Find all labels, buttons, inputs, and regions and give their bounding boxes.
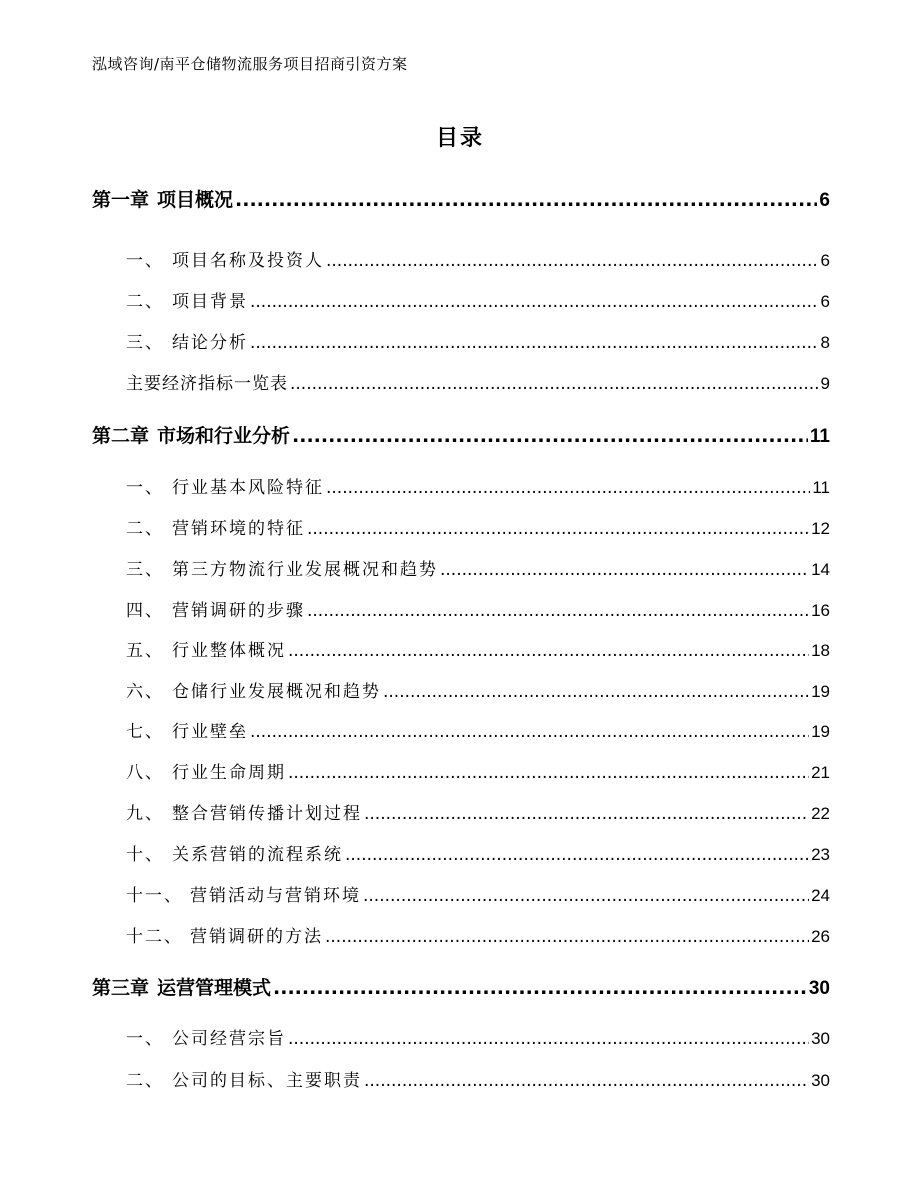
toc-page-number: 14 (811, 560, 830, 579)
toc-dot-leader (250, 292, 819, 312)
toc-section-entry[interactable] (126, 677, 830, 703)
toc-page-number: 19 (811, 682, 830, 701)
toc-entry-number: 四、 (126, 601, 164, 621)
toc-entry-number: 第二章 (92, 425, 150, 447)
toc-entry-number: 七、 (126, 722, 164, 742)
toc-dot-leader (383, 682, 809, 702)
toc-dot-leader (288, 641, 809, 661)
toc-section-entry[interactable] (126, 246, 830, 272)
toc-section-entry[interactable] (126, 840, 830, 866)
toc-section-entry[interactable] (126, 596, 830, 622)
toc-dot-leader (250, 333, 819, 353)
toc-section-entry[interactable] (126, 717, 830, 743)
toc-entry-label: 营销调研的步骤 (172, 601, 305, 621)
toc-dot-leader (288, 763, 809, 783)
toc-page-number: 30 (811, 1071, 830, 1090)
toc-page-number: 23 (811, 845, 830, 864)
toc-entry-number: 九、 (126, 804, 164, 824)
toc-page-number: 6 (820, 292, 830, 311)
toc-entry-number: 二、 (126, 292, 164, 312)
toc-page-number: 11 (809, 426, 830, 447)
toc-section-entry[interactable] (126, 799, 830, 825)
toc-entry-label: 结论分析 (172, 333, 248, 353)
toc-section-entry[interactable] (126, 287, 830, 313)
toc-dot-leader (345, 845, 809, 865)
toc-page-number: 12 (811, 519, 830, 538)
toc-page-number: 6 (820, 251, 830, 270)
toc-entry-number: 十、 (126, 845, 164, 865)
toc-page-number: 30 (811, 1029, 830, 1048)
toc-page-number: 9 (820, 374, 830, 393)
toc-section-entry[interactable] (126, 1024, 830, 1050)
toc-section-entry[interactable] (126, 922, 830, 948)
toc-page-number: 22 (811, 804, 830, 823)
toc-entry-label: 运营管理模式 (157, 977, 272, 999)
toc-section-entry[interactable] (126, 514, 830, 540)
toc-chapter-entry[interactable] (92, 973, 830, 999)
toc-entry-number: 八、 (126, 763, 164, 783)
toc-entry-number: 第三章 (92, 977, 150, 999)
toc-entry-number: 一、 (126, 1029, 164, 1049)
toc-entry-number: 六、 (126, 682, 164, 702)
toc-chapter-entry[interactable] (92, 421, 830, 447)
toc-dot-leader (363, 886, 809, 906)
toc-dot-leader (307, 519, 809, 539)
toc-chapter-entry[interactable] (92, 185, 830, 211)
toc-entry-number: 二、 (126, 1071, 164, 1091)
toc-entry-number: 五、 (126, 641, 164, 661)
toc-entry-label: 仓储行业发展概况和趋势 (172, 682, 381, 702)
toc-dot-leader (235, 189, 817, 211)
toc-page-number: 18 (811, 641, 830, 660)
toc-entry-label: 市场和行业分析 (157, 425, 291, 447)
toc-entry-label: 公司的目标、主要职责 (172, 1071, 362, 1091)
toc-entry-number: 三、 (126, 333, 164, 353)
toc-entry-label: 主要经济指标一览表 (126, 374, 288, 394)
toc-dot-leader (364, 1071, 809, 1091)
toc-section-entry[interactable] (126, 1066, 830, 1092)
toc-dot-leader (326, 478, 810, 498)
toc-entry-label: 行业整体概况 (172, 641, 286, 661)
toc-entry-number: 一、 (126, 251, 164, 271)
toc-section-entry[interactable] (126, 758, 830, 784)
toc-entry-number: 二、 (126, 519, 164, 539)
toc-page-number: 16 (811, 601, 830, 620)
toc-dot-leader (325, 927, 809, 947)
toc-title: 目录 (435, 126, 484, 151)
toc-dot-leader (364, 804, 809, 824)
toc-entry-label: 营销环境的特征 (172, 519, 305, 539)
toc-entry-number: 十一、 (126, 886, 183, 906)
toc-entry-label: 行业壁垒 (172, 722, 248, 742)
toc-entry-label: 营销活动与营销环境 (190, 886, 361, 906)
toc-dot-leader (250, 722, 809, 742)
toc-section-entry[interactable] (126, 636, 830, 662)
toc-page-number: 11 (812, 478, 830, 497)
toc-page-number: 19 (811, 722, 830, 741)
toc-dot-leader (307, 601, 809, 621)
toc-page-number: 24 (811, 886, 830, 905)
toc-section-entry[interactable] (126, 473, 830, 499)
toc-dot-leader (290, 374, 819, 394)
toc-entry-label: 行业生命周期 (172, 763, 286, 783)
toc-section-entry[interactable] (126, 369, 830, 395)
toc-entry-number: 一、 (126, 478, 164, 498)
toc-entry-label: 项目名称及投资人 (172, 251, 324, 271)
toc-entry-label: 整合营销传播计划过程 (172, 804, 362, 824)
toc-dot-leader (292, 425, 808, 447)
toc-section-entry[interactable] (126, 328, 830, 354)
toc-entry-label: 关系营销的流程系统 (172, 845, 343, 865)
toc-entry-label: 项目背景 (172, 292, 248, 312)
toc-dot-leader (288, 1029, 809, 1049)
toc-page-number: 6 (819, 190, 830, 211)
toc-page-number: 21 (811, 763, 830, 782)
toc-entry-number: 十二、 (126, 927, 183, 947)
toc-entry-label: 营销调研的方法 (190, 927, 323, 947)
toc-section-entry[interactable] (126, 881, 830, 907)
toc-dot-leader (273, 977, 807, 999)
toc-page-number: 26 (811, 927, 830, 946)
toc-section-entry[interactable] (126, 555, 830, 581)
page-header: 泓域咨询/南平仓储物流服务项目招商引资方案 (92, 55, 408, 73)
toc-entry-number: 第一章 (92, 189, 150, 211)
toc-entry-label: 公司经营宗旨 (172, 1029, 286, 1049)
toc-page-number: 30 (808, 978, 830, 999)
toc-entry-number: 三、 (126, 560, 164, 580)
toc-entry-label: 行业基本风险特征 (172, 478, 324, 498)
toc-dot-leader (326, 251, 819, 271)
toc-entry-label: 项目概况 (157, 189, 234, 211)
toc-dot-leader (440, 560, 809, 580)
toc-entry-label: 第三方物流行业发展概况和趋势 (172, 560, 438, 580)
toc-page-number: 8 (820, 333, 830, 352)
